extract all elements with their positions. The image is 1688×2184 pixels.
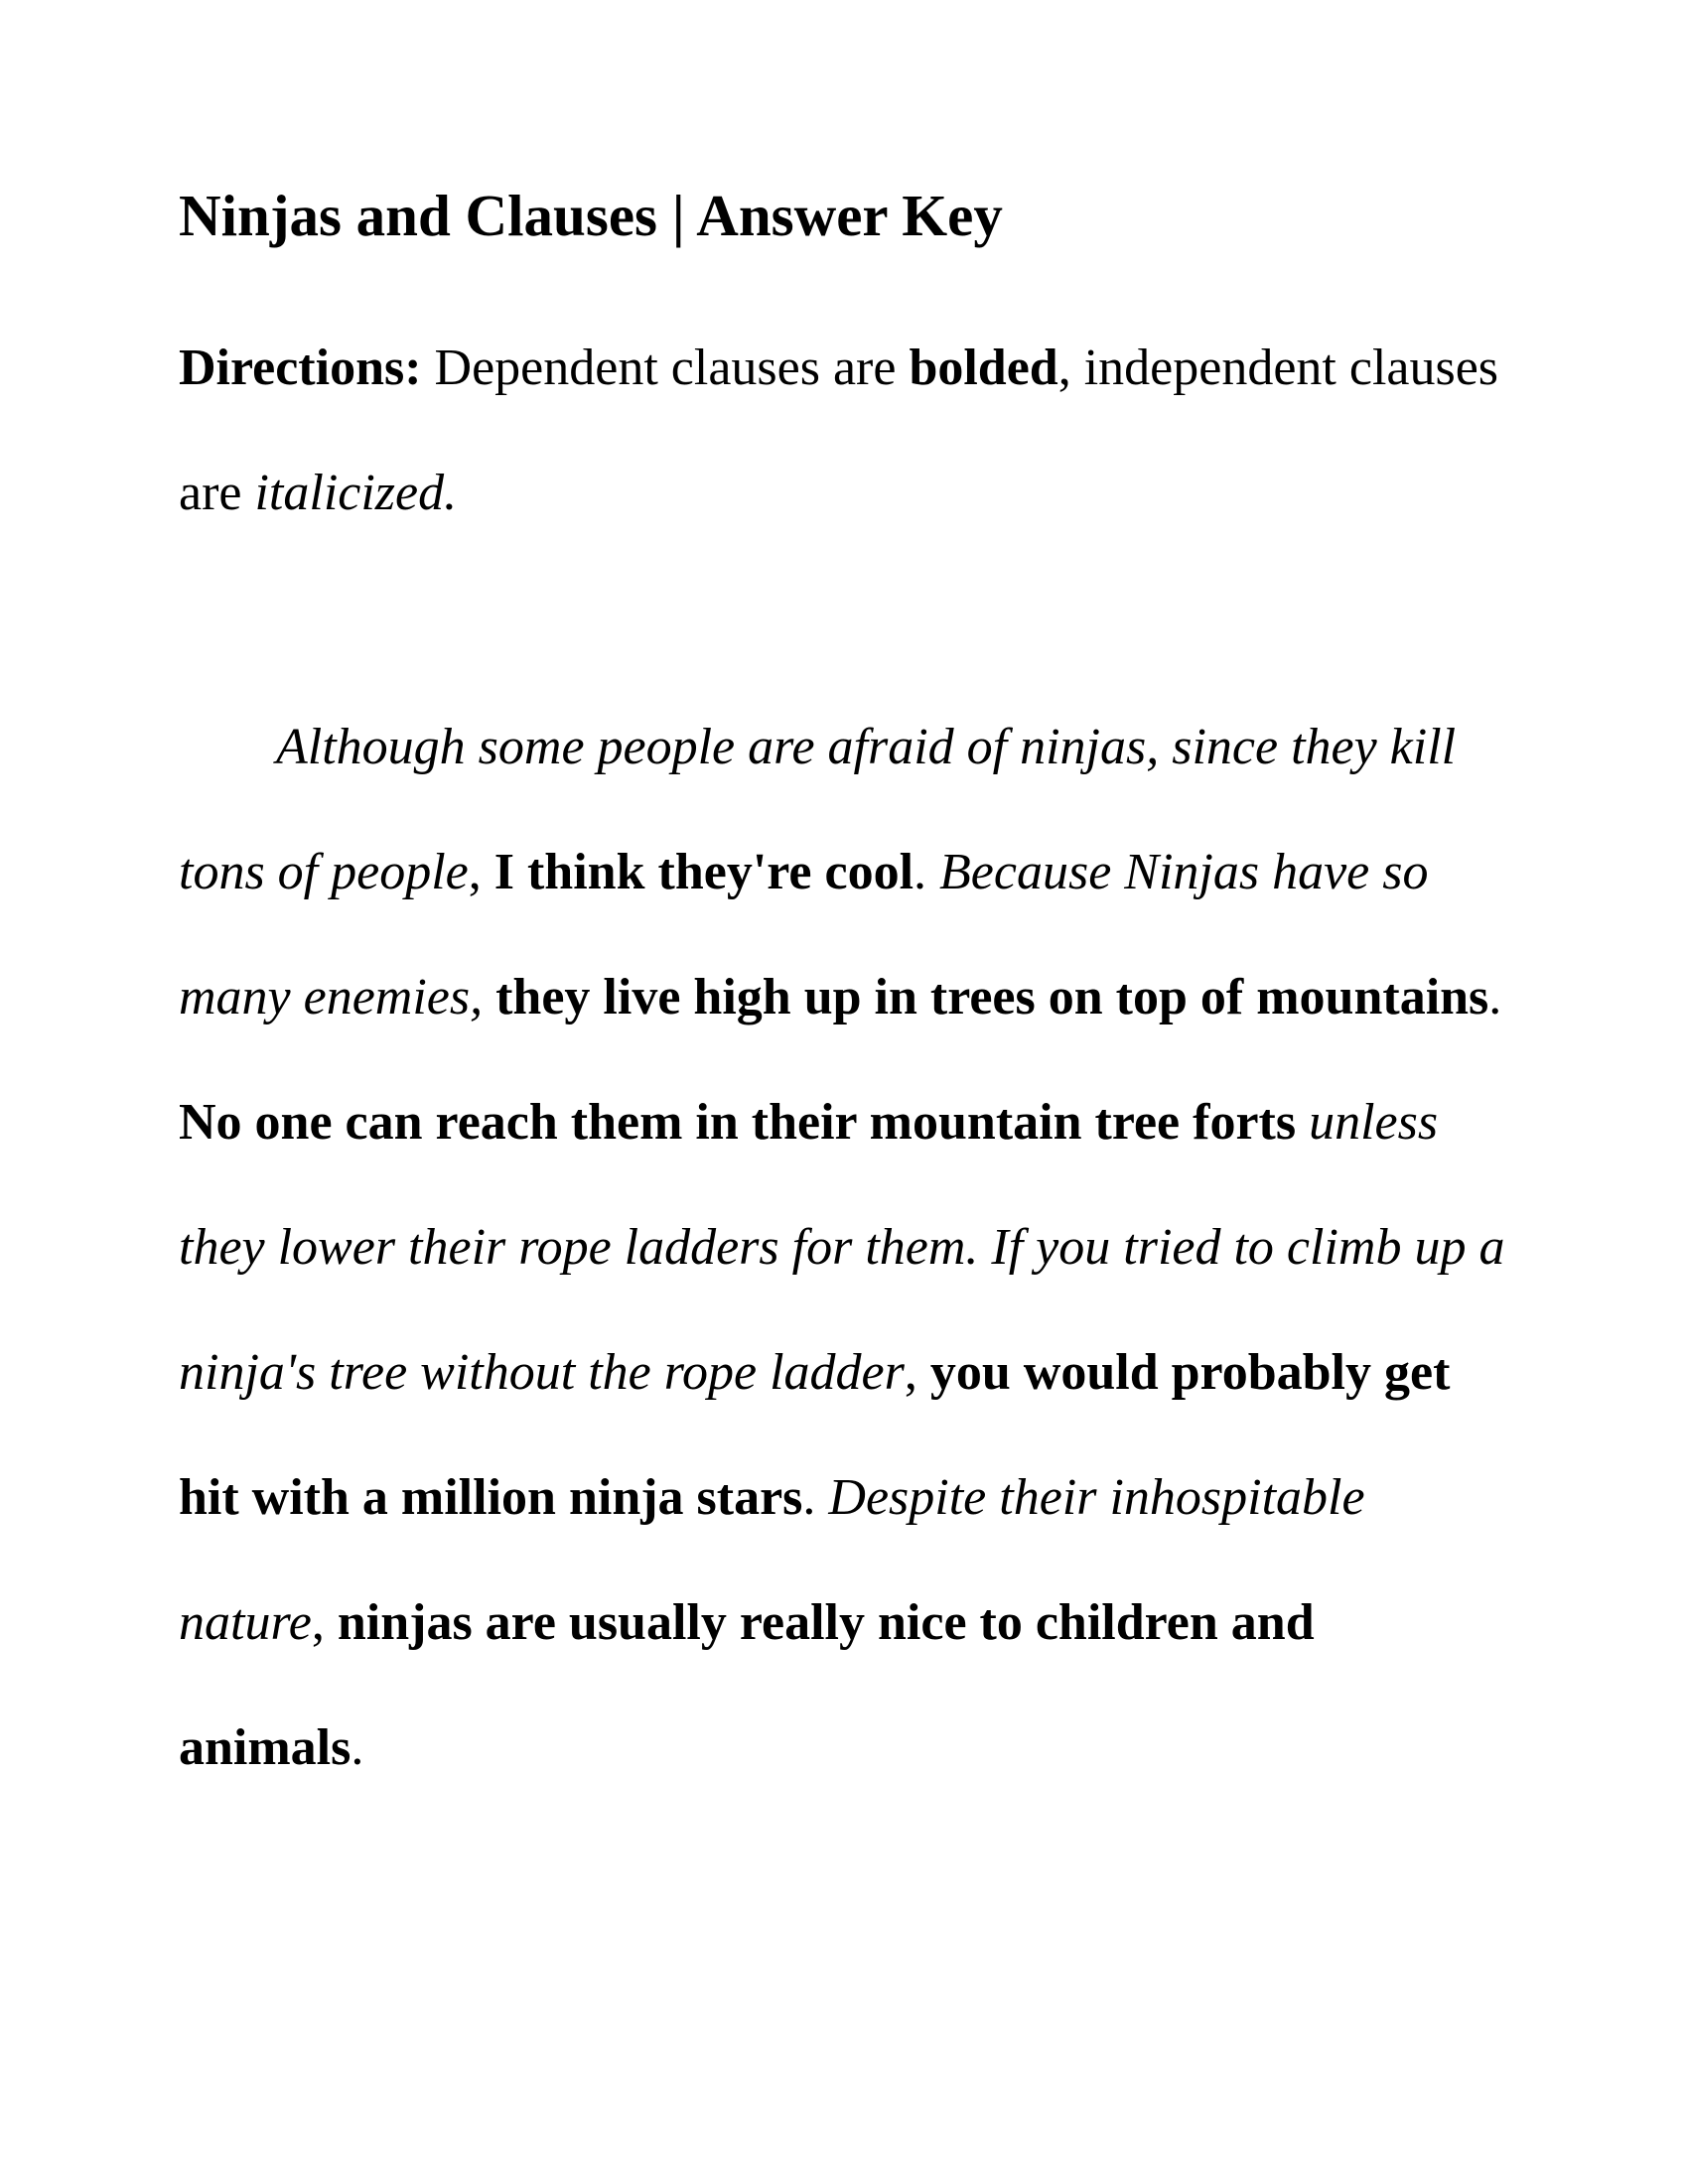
sentence-4-end: . <box>802 1469 829 1526</box>
sentence-1-separator: , <box>468 844 494 900</box>
sentence-2-bold-clause: they live high up in trees on top of mountains <box>495 969 1489 1025</box>
directions-label: Directions: <box>179 340 422 396</box>
sentence-3-end <box>978 1219 991 1276</box>
directions-paragraph <box>179 306 1509 556</box>
page-title: Ninjas and Clauses | Answer Key <box>179 183 1003 248</box>
directions-bold-example: bolded <box>909 340 1058 396</box>
directions-text-2: , independent clauses are <box>179 340 1499 521</box>
sentence-5-italic-clause: Despite their inhospitable nature <box>179 1469 1365 1651</box>
sentence-1-italic-clause: Although some people are afraid of ninjas, since they kill tons of people <box>179 719 1457 900</box>
sentence-1-bold-clause: I think they're cool <box>493 844 914 900</box>
sentence-3-italic-clause: unless they lower their rope ladders for them. <box>179 1094 1439 1276</box>
sentence-5-end: . <box>351 1719 364 1776</box>
sentence-2-italic-clause: Because Ninjas have so many enemies, <box>179 844 1429 1025</box>
sentence-1-end: . <box>914 844 940 900</box>
directions-italic-example: italicized. <box>254 465 458 521</box>
sentence-5-bold-clause: ninjas are usually really nice to children and animals <box>179 1594 1315 1776</box>
sentence-5-separator: , <box>311 1594 338 1651</box>
sentence-4-italic-clause: If you tried to climb up a ninja's tree without the rope ladder <box>179 1219 1505 1401</box>
sentence-4-separator: , <box>904 1344 930 1401</box>
directions-text-1: Dependent clauses are <box>421 340 910 396</box>
sentence-2-separator <box>483 969 495 1025</box>
sentence-2-end: . <box>1488 969 1502 1025</box>
sentence-3-separator <box>1296 1094 1309 1151</box>
sentence-3-bold-clause: No one can reach them in their mountain tree forts <box>179 1094 1297 1151</box>
sentence-4-bold-clause: you would probably get hit with a million ninja stars <box>179 1344 1451 1526</box>
passage-paragraph <box>179 685 1509 1811</box>
